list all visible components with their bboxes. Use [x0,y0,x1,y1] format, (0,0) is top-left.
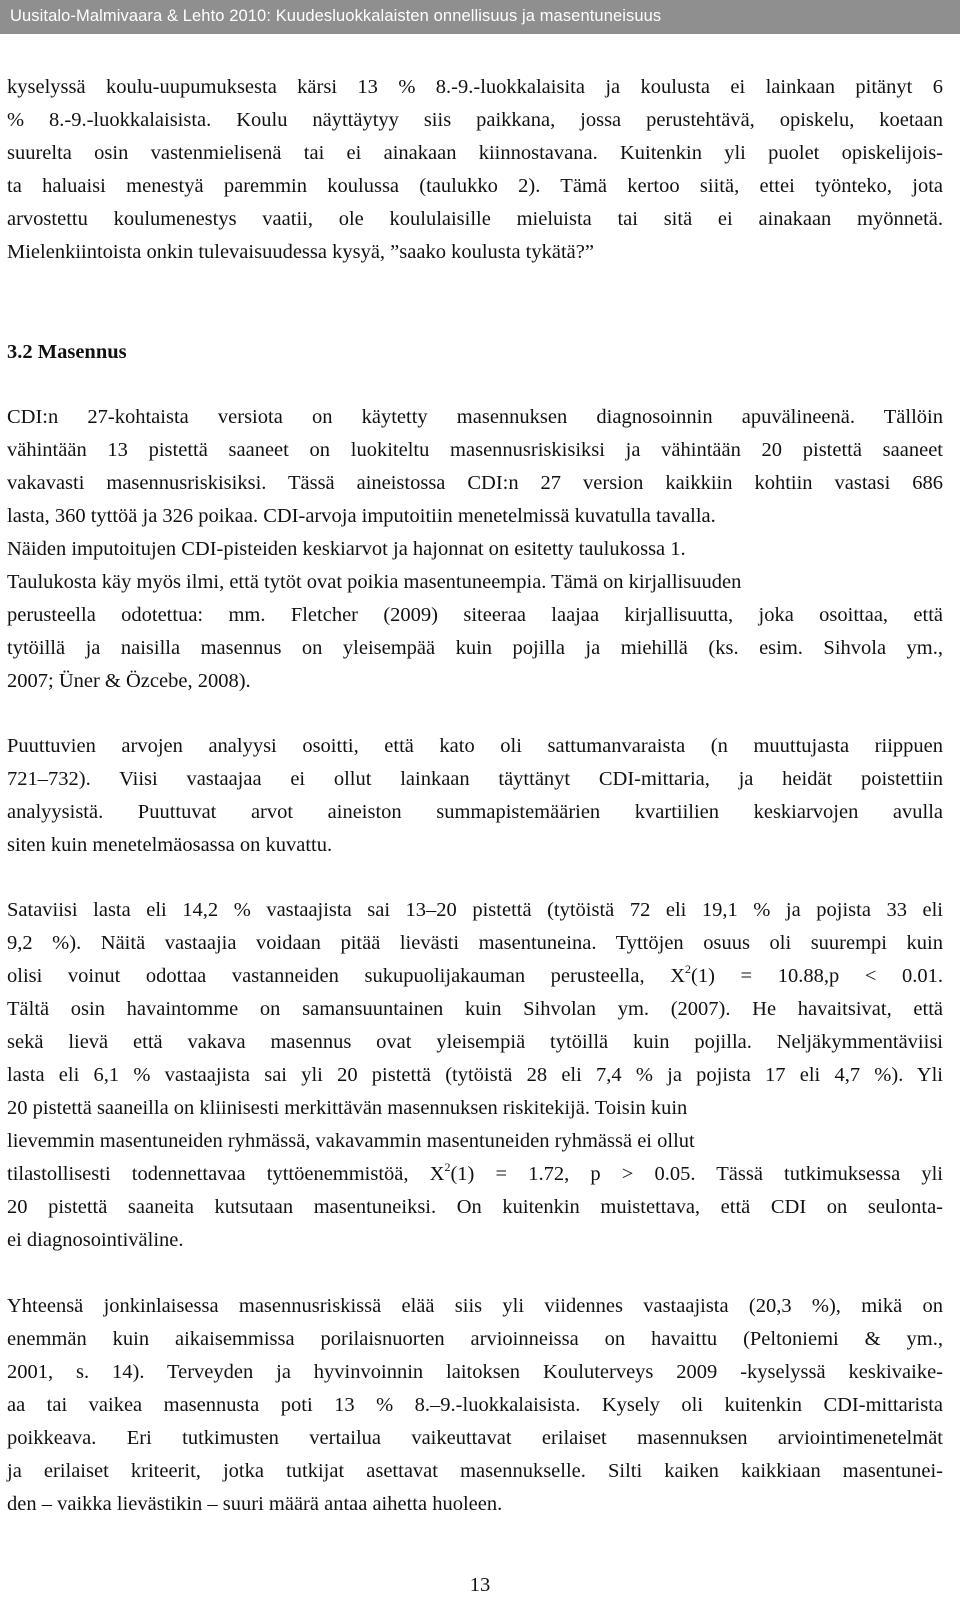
paragraph-line: lasta eli 6,1 % vastaajista sai yli 20 pistettä (tytöistä 28 eli 7,4 % ja pojista 17 eli 4,7 %). Yli [7,1064,943,1086]
paragraph-line: 2001, s. 14). Terveyden ja hyvinvoinnin laitoksen Kouluterveys 2009 -kyselyssä keskivaike- [7,1361,943,1383]
line-text: (1) = 10.88,p < 0.01. [691,965,943,987]
paragraph-line: perusteella odotettua: mm. Fletcher (2009) siteeraa laajaa kirjallisuutta, joka osoittaa, että [7,604,943,626]
paragraph-line: Mielenkiintoista onkin tulevaisuudessa kysyä, ”saako koulusta tykätä?” [7,241,594,263]
paragraph-line: 2007; Üner & Özcebe, 2008). [7,670,251,692]
superscript-exponent: 2 [685,962,692,976]
section-heading: 3.2 Masennus [7,341,127,363]
paragraph-line: analyysistä. Puuttuvat arvot aineiston summapistemäärien kvartiilien keskiarvojen avulla [7,801,943,823]
running-header-bar [0,0,960,34]
paragraph-line: 721–732). Viisi vastaajaa ei ollut lainkaan täyttänyt CDI-mittaria, ja heidät poistettiin [7,768,943,790]
paragraph-line: ta haluaisi menestyä paremmin koulussa (taulukko 2). Tämä kertoo siitä, ettei työnteko, jota [7,175,943,197]
paragraph-line: 20 pistettä saaneilla on kliinisesti merkittävän masennuksen riskitekijä. Toisin kuin [7,1097,688,1119]
paragraph-line: enemmän kuin aikaisemmissa porilaisnuorten arvioinneissa on havaittu (Peltoniemi & ym., [7,1328,943,1350]
paragraph-line: Puuttuvien arvojen analyysi osoitti, että kato oli sattumanvaraista (n muuttujasta riippuen [7,735,943,757]
superscript-exponent: 2 [444,1160,451,1174]
paragraph-line: 20 pistettä saaneita kutsutaan masentuneiksi. On kuitenkin muistettava, että CDI on seulonta- [7,1196,943,1218]
paragraph-line: tytöillä ja naisilla masennus on yleisempää kuin pojilla ja miehillä (ks. esim. Sihvola ym., [7,637,943,659]
paragraph-line: den – vaikka lievästikin – suuri määrä antaa aihetta huoleen. [7,1493,503,1515]
paragraph-line: arvostettu koulumenestys vaatii, ole koululaisille mieluista tai sitä ei ainakaan myönnetä. [7,208,943,230]
paragraph-line: 9,2 %). Näitä vastaajia voidaan pitää lievästi masentuneina. Tyttöjen osuus oli suurempi kuin [7,932,943,954]
line-text: olisi voinut odottaa vastanneiden sukupuolijakauman perusteella, X [7,965,686,987]
running-header-title: Uusitalo-Malmivaara & Lehto 2010: Kuudesluokkalaisten onnellisuus ja masentuneisuus [10,7,662,25]
line-text: (1) = 1.72, p > 0.05. Tässä tutkimuksessa yli [450,1163,944,1185]
paragraph-line-with-chi-square [7,1162,943,1188]
paragraph-line: % 8.-9.-luokkalaisista. Koulu näyttäytyy siis paikkana, jossa perustehtävä, opiskelu, koetaan [7,109,943,131]
paragraph-line: vakavasti masennusriskisiksi. Tässä aineistossa CDI:n 27 version kaikkiin kohtiin vastasi 686 [7,472,943,494]
paragraph-line: Näiden imputoitujen CDI-pisteiden keskiarvot ja hajonnat on esitetty taulukossa 1. [7,538,686,560]
paragraph-line: Tältä osin havaintomme on samansuuntainen kuin Sihvolan ym. (2007). He havaitsivat, että [7,998,943,1020]
paragraph-line: lievemmin masentuneiden ryhmässä, vakavammin masentuneiden ryhmässä ei ollut [7,1130,695,1152]
paragraph-line: sekä lievä että vakava masennus ovat yleisempiä tytöillä kuin pojilla. Neljäkymmentäviisi [7,1031,943,1053]
paragraph-line: vähintään 13 pistettä saaneet on luokiteltu masennusriskisiksi ja vähintään 20 pistettä saaneet [7,439,943,461]
paragraph-line: ja erilaiset kriteerit, jotka tutkijat asettavat masennukselle. Silti kaiken kaikkiaan masentunei- [7,1460,943,1482]
paragraph-line: Yhteensä jonkinlaisessa masennusriskissä elää siis yli viidennes vastaajista (20,3 %), mikä on [7,1295,943,1317]
paragraph-line-with-chi-square [7,964,943,990]
line-text: tilastollisesti todennettavaa tyttöenemmistöä, X [7,1163,445,1185]
paragraph-line: Taulukosta käy myös ilmi, että tytöt ovat poikia masentuneempia. Tämä on kirjallisuuden [7,571,742,593]
paragraph-line: CDI:n 27-kohtaista versiota on käytetty masennuksen diagnosoinnin apuvälineenä. Tällöin [7,406,943,428]
paragraph-line: poikkeava. Eri tutkimusten vertailua vaikeuttavat erilaiset masennuksen arviointimenetelmät [7,1427,943,1449]
paragraph-line: Sataviisi lasta eli 14,2 % vastaajista sai 13–20 pistettä (tytöistä 72 eli 19,1 % ja pojista 33 eli [7,899,943,921]
paragraph-line: lasta, 360 tyttöä ja 326 poikaa. CDI-arvoja imputoitiin menetelmissä kuvatulla tavalla. [7,505,716,527]
paragraph-line: kyselyssä koulu-uupumuksesta kärsi 13 % 8.-9.-luokkalaisita ja koulusta ei lainkaan pitänyt 6 [7,76,943,98]
paragraph-line: suurelta osin vastenmielisenä tai ei ainakaan kiinnostavana. Kuitenkin yli puolet opiskelijois- [7,142,943,164]
page-number: 13 [469,1574,491,1596]
paragraph-line: siten kuin menetelmäosassa on kuvattu. [7,834,333,856]
paragraph-line: ei diagnosointiväline. [7,1229,184,1251]
paragraph-line: aa tai vaikea masennusta poti 13 % 8.–9.-luokkalaisista. Kysely oli kuitenkin CDI-mittarista [7,1394,943,1416]
